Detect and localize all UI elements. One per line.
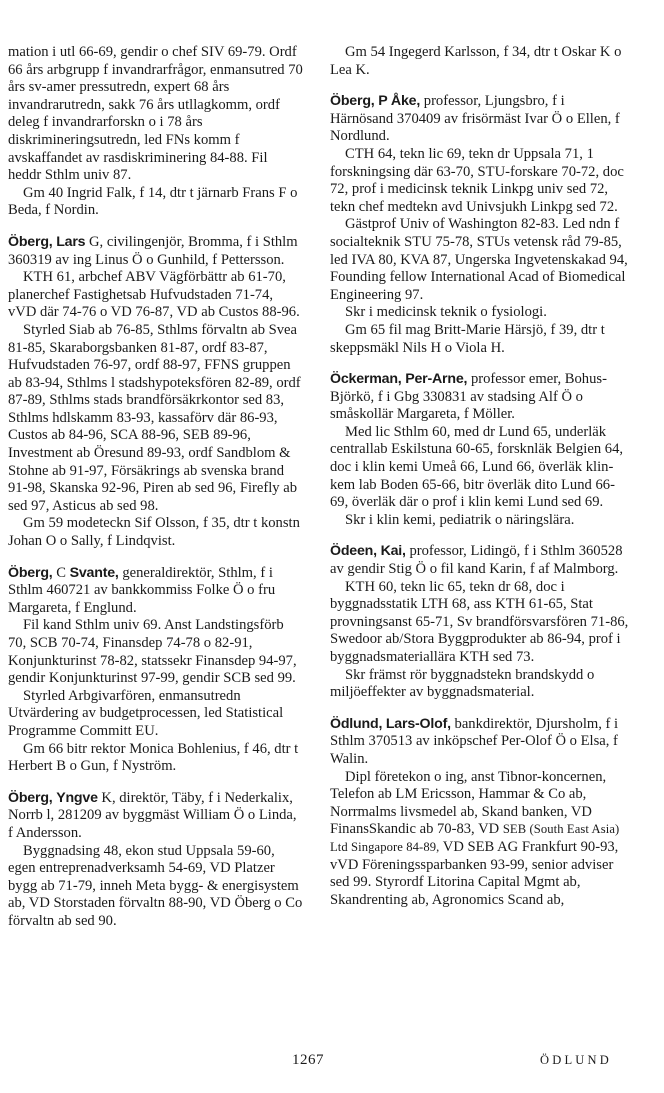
surname: Öberg,: [8, 564, 53, 581]
running-head: ÖDLUND: [540, 1053, 612, 1067]
paragraph: KTH 60, tekn lic 65, tekn dr 68, doc i byggnadsstatik LTH 68, ass KTH 61-65, Stat provningsanst 65-71, Sv brandförsvarsfören 71-86, Swedoor ab/Stora Byggprodukter ab 86-94, prof i byggnadsmateriallära KTH sed 73.: [330, 578, 629, 665]
page-footer: [0, 1052, 664, 1074]
paragraph: Skr främst rör byggnadstekn brandskydd o miljöeffekter av byggnadsmaterial.: [330, 666, 595, 701]
surname: Öberg,: [8, 233, 53, 250]
given-name: Lars-Olof,: [385, 715, 451, 732]
paragraph: Fil kand Sthlm univ 69. Anst Landstingsförb 70, SCB 70-74, Finansdep 74-78 o 82-91, Konjunkturinst 78-82, statssekr Finansdep 94-97, gendir Konjunkturinst 97-99, gendir SCB sed 99.: [8, 617, 297, 687]
paragraph: mation i utl 66-69, gendir o chef SIV 69-79. Ordf 66 års arbgrupp f invandrarfrågor, enmansutred 70 års sv-amer pressutredn, expert 68 års invandrarutredn, sakk 76 års utllagkomm, ordf deleg f invandrarforskn o i 78 års diskrimineringsutredn, led FNs komm f avskaffandet av rasdiskriminering 84-88. Fil heddr Sthlm univ 87.: [8, 44, 303, 184]
given-name: Yngve: [56, 789, 98, 806]
given-initial: C: [56, 564, 66, 581]
paragraph: Gm 54 Ingegerd Karlsson, f 34, dtr t Oskar K o Lea K.: [330, 44, 622, 78]
entry-intro: generaldirektör, Sthlm, f i Sthlm 460721 av bankkommiss Folke Ö o fru Margareta, f Englund.: [8, 564, 276, 616]
biography-entry: [8, 234, 304, 551]
paragraph: Gm 59 modeteckn Sif Olsson, f 35, dtr t konstn Johan O o Sally, f Lindqvist.: [8, 515, 300, 550]
given-name: P Åke,: [378, 93, 421, 110]
given-name: Lars: [56, 233, 86, 250]
entry-intro: bankdirektör, Djursholm, f i Sthlm 370513 av inköpschef Per-Olof Ö o Elsa, f Walin.: [330, 715, 619, 767]
surname: Ödeen,: [330, 543, 377, 560]
entry-heading: [8, 234, 304, 269]
paragraph-text: VD SEB AG Frankfurt 90-93, vVD Föreningssparbanken 93-99, senior adviser sed 99. Styrordf Litorina Capital Mgmt ab, Skandrenting ab, Agronomics Scand ab,: [330, 838, 619, 908]
given-name: Per-Arne,: [405, 371, 468, 388]
small-caps-text: SEB (South East Asia) Ltd Singapore 84-89,: [330, 822, 620, 854]
surname: Öckerman,: [330, 371, 402, 388]
paragraph: Gm 65 fil mag Britt-Marie Härsjö, f 39, dtr t skeppsmäkl Nils H o Viola H.: [330, 321, 605, 356]
biography-entry: [330, 543, 630, 701]
biography-entry: [330, 93, 630, 357]
paragraph: CTH 64, tekn lic 69, tekn dr Uppsala 71, 1 forskningsing där 63-70, STU-forskare 70-72, doc 72, prof i medicinsk teknik Linkpg univ sed 72, tekn chef medtekn avd Univsjukh Linkpg sed 72.: [330, 145, 624, 215]
left-column: [8, 44, 304, 945]
paragraph: Gästprof Univ of Washington 82-83. Led ndn f socialteknik STU 75-78, STUs vetensk råd 79-85, led IVA 80, KVA 87, Ungerska Ingvetenskakad 94, Founding fellow International Acad of Biomedical Engineering 97.: [330, 216, 628, 303]
entry-heading: [8, 790, 304, 843]
continued-entry: [8, 44, 304, 220]
paragraph: Skr i medicinsk teknik o fysiologi.: [345, 304, 547, 321]
entry-heading: [8, 565, 304, 618]
entry-heading: [330, 543, 630, 578]
entry-heading: [330, 371, 630, 424]
given-name: Svante,: [69, 564, 119, 581]
surname: Öberg,: [330, 93, 375, 110]
page-number: 1267: [292, 1052, 324, 1068]
paragraph: Med lic Sthlm 60, med dr Lund 65, underläk centrallab Eskilstuna 60-65, forsknläk Belgien 64, doc i klin kemi Umeå 66, Lund 66, överläk klin-kem lab Boden 65-66, bitr överläk dito Lund 66-69, överläk där o prof i klin kemi Lund sed 69.: [330, 423, 624, 511]
paragraph: Skr i klin kemi, pediatrik o näringslära.: [345, 511, 575, 528]
entry-intro: G, civilingenjör, Bromma, f i Sthlm 360319 av ing Linus Ö o Gunhild, f Pettersson.: [8, 233, 298, 268]
surname: Öberg,: [8, 789, 53, 806]
entry-intro: professor, Ljungsbro, f i Härnösand 370409 av frisörmäst Ivar Ö o Ellen, f Nordlund.: [330, 93, 620, 145]
paragraph: KTH 61, arbchef ABV Vägförbättr ab 61-70, planerchef Fastighetsab Hufvudstaden 71-74, vVD där 74-76 o VD 76-87, VD ab Custos 88-96.: [8, 269, 300, 321]
right-column: [330, 44, 630, 923]
biography-entry: [330, 716, 630, 910]
paragraph: Styrled Siab ab 76-85, Sthlms förvaltn ab Svea 81-85, Skaraborgsbanken 81-87, ordf 83-87, Hufvudstaden 76-97, ordf 88-97, FFNS gruppen ab 83-94, Sthlms l stadshypoteksfören 82-89, ordf 87-89, Sthlms stads brandförsäkrkontor sed 83, Sthlms hdlskamm 83-93, kassaförv där 86-93, Custos ab 84-96, SCA 88-96, SEB 89-96, Investment ab Öresund 89-93, ordf Sandblom & Stohne ab 91-97, Försäkrings ab svenska brand 91-98, Skanska 92-96, Piren ab sed 96, Firefly ab sed 97, Asticus ab sed 98.: [8, 321, 301, 514]
entry-intro: K, direktör, Täby, f i Nederkalix, Norrb l, 281209 av byggmäst William Ö o Linda, f Andersson.: [8, 789, 297, 841]
entry-intro: professor emer, Bohus-Björkö, f i Gbg 330831 av stadsing Alf Ö o småskollär Margareta, f Möller.: [330, 371, 607, 423]
paragraph: Gm 66 bitr rektor Monica Bohlenius, f 46, dtr t Herbert B o Gun, f Nyström.: [8, 740, 299, 775]
paragraph: Styrled Arbgivarfören, enmansutredn Utvärdering av budgetprocessen, led Statistical Programme Committ EU.: [8, 687, 284, 739]
paragraph-text: Dipl företekon o ing, anst Tibnor-koncernen, Telefon ab LM Ericsson, Hammar & Co ab, Norrmalms livsmedel ab, Skand banken, VD FinansSkandic ab 70-83, VD: [330, 768, 607, 838]
biography-entry: [8, 565, 304, 776]
continued-entry: [330, 44, 630, 79]
paragraph: Gm 40 Ingrid Falk, f 14, dtr t järnarb Frans F o Beda, f Nordin.: [8, 184, 298, 219]
entry-heading: [330, 716, 630, 769]
paragraph: [330, 769, 630, 910]
paragraph: Byggnadsing 48, ekon stud Uppsala 59-60, egen entreprenadverksamh 54-69, VD Platzer bygg ab 71-79, inneh Meta bygg- & energisystem ab, VD Storstaden förvaltn 88-90, VD Öberg o Co förvaltn ab sed 90.: [8, 842, 303, 929]
biography-entry: [330, 371, 630, 529]
entry-heading: [330, 93, 630, 146]
given-name: Kai,: [380, 543, 406, 560]
surname: Ödlund,: [330, 715, 383, 732]
entry-intro: professor, Lidingö, f i Sthlm 360528 av gendir Stig Ö o fil kand Karin, f af Malmborg.: [330, 543, 623, 578]
biography-entry: [8, 790, 304, 931]
